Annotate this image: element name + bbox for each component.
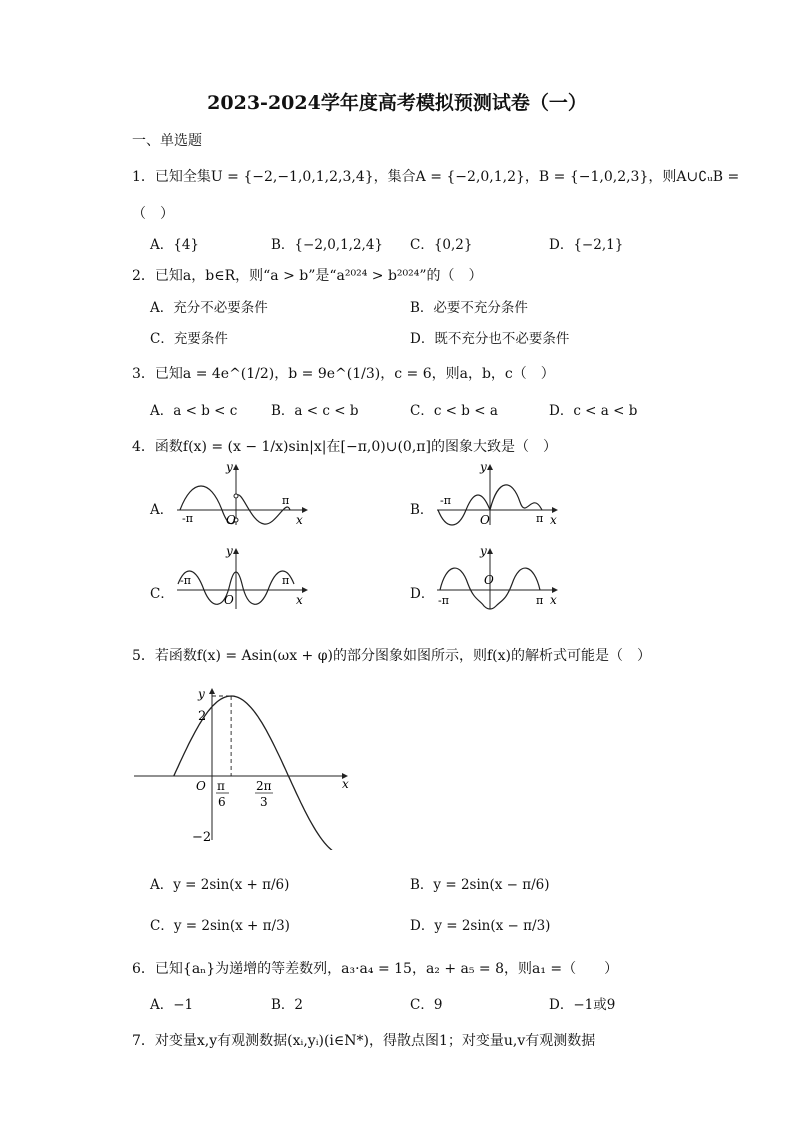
y-arrow-icon (487, 464, 493, 470)
pi-label: π (282, 494, 290, 507)
q5-option-c[interactable]: C．y = 2sin(x + π/3) (150, 918, 290, 934)
q4-option-b-label[interactable]: B． (410, 502, 434, 518)
origin-label: O (480, 513, 490, 527)
q4-option-c-label[interactable]: C． (150, 586, 174, 602)
y-arrow-icon (487, 548, 493, 554)
q4-option-d-label[interactable]: D． (410, 586, 435, 602)
origin-label: O (196, 779, 206, 793)
pi-label: π (536, 594, 544, 607)
max-label: 2 (198, 709, 207, 724)
y-arrow-icon (233, 464, 239, 470)
pi-label: π (282, 574, 290, 587)
neg-pi-label: -π (440, 494, 451, 507)
tick2-numerator: 2π (256, 779, 272, 793)
q2-option-a[interactable]: A．充分不必要条件 (150, 300, 268, 316)
q2-option-d[interactable]: D．既不充分也不必要条件 (410, 331, 570, 347)
q2-option-b[interactable]: B．必要不充分条件 (410, 300, 528, 316)
y-label: y (226, 544, 233, 558)
q4-graph-c[interactable] (172, 544, 312, 614)
origin-label: O (484, 573, 494, 587)
q6-option-b[interactable]: B．2 (271, 997, 304, 1013)
q4-graph-d[interactable] (432, 544, 572, 614)
q6-option-c[interactable]: C．9 (410, 997, 443, 1013)
section-heading: 一、单选题 (132, 133, 202, 149)
x-label: x (296, 513, 303, 527)
page-title: 2023-2024学年度高考模拟预测试卷（一） (207, 92, 587, 114)
q2-stem: 2．已知a，b∈R，则“a > b”是“a²⁰²⁴ > b²⁰²⁴”的（ ） (132, 268, 483, 284)
x-label: x (550, 593, 557, 607)
origin-label: O (226, 513, 236, 527)
q4-option-a-label[interactable]: A． (150, 502, 174, 518)
q5-option-d[interactable]: D．y = 2sin(x − π/3) (410, 918, 551, 934)
q4-stem: 4．函数f(x) = (x − 1/x)sin|x|在[−π,0)∪(0,π]的图象大致是（ ） (132, 439, 557, 455)
q1-stem: 1．已知全集U = {−2,−1,0,1,2,3,4}，集合A = {−2,0,1,2}，B = {−1,0,2,3}，则A∪∁ᵤB = (132, 169, 740, 185)
tick1-numerator: π (217, 779, 225, 793)
x-label: x (296, 593, 303, 607)
neg-pi-label: -π (180, 574, 191, 587)
q1-option-d[interactable]: D．{−2,1} (549, 237, 624, 253)
q5-option-a[interactable]: A．y = 2sin(x + π/6) (150, 877, 290, 893)
pi-label: π (536, 512, 544, 525)
q3-stem: 3．已知a = 4e^(1/2)，b = 9e^(1/3)，c = 6，则a，b，c（ ） (132, 366, 555, 382)
min-label: −2 (192, 830, 212, 845)
q2-option-c[interactable]: C．充要条件 (150, 331, 228, 347)
tick1-denominator: 6 (218, 795, 226, 809)
y-label: y (480, 544, 487, 558)
q6-stem: 6．已知{aₙ}为递增的等差数列，a₃·a₄ = 15，a₂ + a₅ = 8，则a₁ =（ ） (132, 961, 619, 977)
q1-option-a[interactable]: A．{4} (150, 237, 200, 253)
q5-stem: 5．若函数f(x) = Asin(ωx + φ)的部分图象如图所示，则f(x)的解析式可能是（ ） (132, 648, 651, 664)
q4-graph-a[interactable] (172, 460, 312, 530)
open-point (234, 494, 238, 498)
neg-pi-label: -π (182, 512, 193, 525)
y-arrow-icon (209, 688, 215, 694)
y-label: y (480, 460, 487, 474)
q5-graph (130, 680, 360, 850)
q3-option-a[interactable]: A．a < b < c (150, 403, 238, 419)
q1-option-b[interactable]: B．{−2,0,1,2,4} (271, 237, 384, 253)
q6-option-a[interactable]: A．−1 (150, 997, 194, 1013)
origin-label: O (224, 593, 234, 607)
q7-stem: 7．对变量x,y有观测数据(xᵢ,yᵢ)(i∈N*)，得散点图1；对变量u,v有观测数据 (132, 1033, 596, 1049)
y-arrow-icon (233, 548, 239, 554)
neg-pi-label: -π (438, 594, 449, 607)
x-label: x (550, 513, 557, 527)
x-arrow-icon (302, 587, 308, 593)
q1-paren: （ ） (132, 206, 174, 222)
q5-option-b[interactable]: B．y = 2sin(x − π/6) (410, 877, 550, 893)
tick2-denominator: 3 (260, 795, 268, 809)
y-label: y (226, 460, 233, 474)
x-label: x (342, 777, 349, 791)
q6-option-d[interactable]: D．−1或9 (549, 997, 616, 1013)
q3-option-d[interactable]: D．c < a < b (549, 403, 638, 419)
y-label: y (198, 687, 205, 701)
q1-option-c[interactable]: C．{0,2} (410, 237, 473, 253)
x-arrow-icon (302, 507, 308, 513)
q3-option-c[interactable]: C．c < b < a (410, 403, 498, 419)
q4-graph-b[interactable] (432, 460, 572, 530)
q3-option-b[interactable]: B．a < c < b (271, 403, 359, 419)
